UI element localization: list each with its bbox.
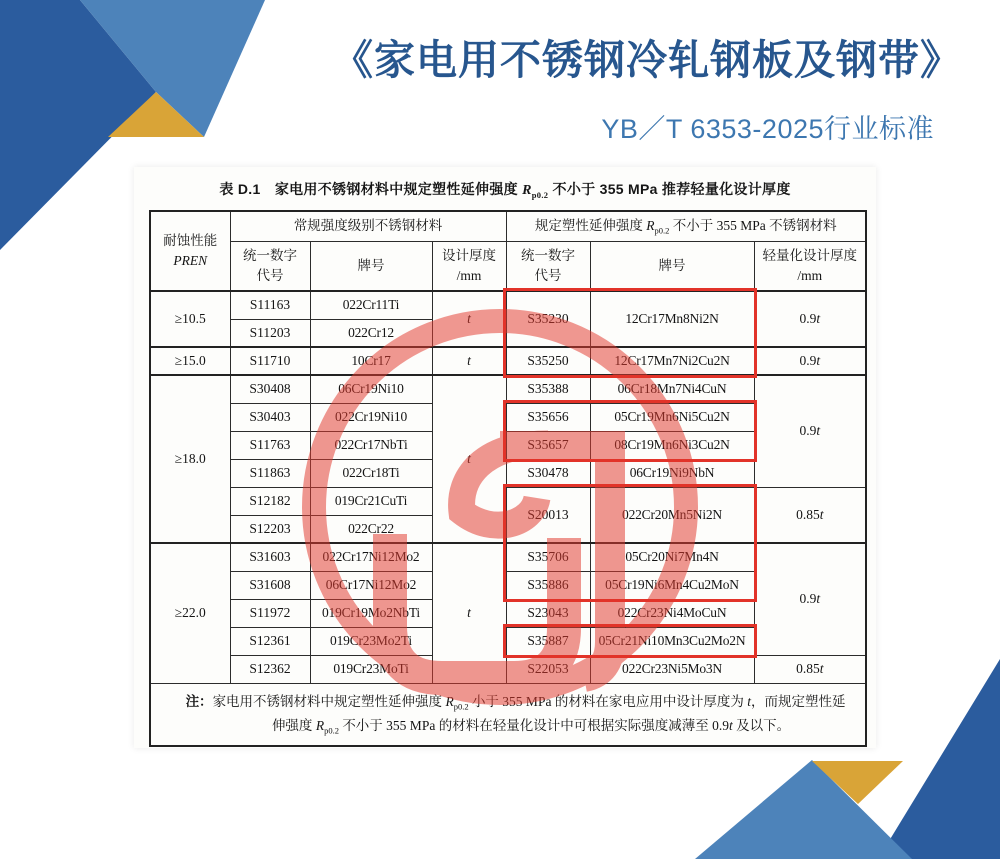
code-cell: S11163 xyxy=(230,291,310,319)
highlight-box-s20013-s35706-s35886 xyxy=(503,484,757,602)
grade-cell: 022Cr23Ni4MoCuN xyxy=(590,599,754,627)
design-thickness-cell: t xyxy=(432,375,506,543)
light-thickness-cell: 0.9t xyxy=(754,543,866,655)
pren-cell: ≥10.5 xyxy=(150,291,230,347)
grade-cell: 019Cr21CuTi xyxy=(310,487,432,515)
grade-cell: 022Cr23Ni5Mo3N xyxy=(590,655,754,683)
table-row xyxy=(150,375,866,403)
header-grade-right: 牌号 xyxy=(590,241,754,291)
code-cell: S30408 xyxy=(230,375,310,403)
header-code-line2: 代号 xyxy=(256,267,284,283)
header-pren-cn: 耐蚀性能 xyxy=(163,233,218,249)
code-cell: S12362 xyxy=(230,655,310,683)
grade-cell: 06Cr17Ni12Mo2 xyxy=(310,571,432,599)
grade-cell: 06Cr18Mn7Ni4CuN xyxy=(590,375,754,403)
highlight-box-s35230-s35250 xyxy=(503,288,757,378)
grade-cell: 12Cr17Mn8Ni2N xyxy=(590,291,754,347)
code-cell: S11763 xyxy=(230,431,310,459)
note-text: 不小于 355 MPa 的材料在轻量化设计中可根据实际强度减薄至 0.9 xyxy=(338,718,729,734)
highlight-box-s35887 xyxy=(503,624,757,658)
header-group-conventional: 常规强度级别不锈钢材料 xyxy=(230,211,506,241)
bottom-right-navy-triangle-icon xyxy=(878,659,1000,859)
grade-cell: 022Cr12 xyxy=(310,319,432,347)
grade-cell: 05Cr19Mn6Ni5Cu2N xyxy=(590,403,754,431)
table-row xyxy=(150,655,866,683)
grade-cell: 019Cr19Mo2NbTi xyxy=(310,599,432,627)
header-pren-en: PREN xyxy=(173,253,208,268)
code-cell: S11203 xyxy=(230,319,310,347)
header-design-thickness-line1: 设计厚度 xyxy=(442,248,496,264)
code-cell: S12182 xyxy=(230,487,310,515)
grade-cell: 05Cr19Ni6Mn4Cu2MoN xyxy=(590,571,754,599)
table-note xyxy=(150,683,866,746)
code-cell: S35230 xyxy=(506,291,590,347)
note-text: ，而规定塑性延伸强度 xyxy=(271,693,846,734)
pren-cell: ≥15.0 xyxy=(150,347,230,375)
rp02-symbol: $R_{p0.2}$ xyxy=(315,718,339,736)
grade-cell: 019Cr23Mo2Ti xyxy=(310,627,432,655)
header-light-thickness xyxy=(754,241,866,291)
header-code-right xyxy=(506,241,590,291)
code-cell: S35250 xyxy=(506,347,590,375)
grade-cell: 022Cr11Ti xyxy=(310,291,432,319)
code-cell: S35657 xyxy=(506,431,590,459)
header-code-line1: 统一数字 xyxy=(521,248,576,264)
code-cell: S20013 xyxy=(506,487,590,543)
rp02-symbol: $R_{p0.2}$ xyxy=(522,183,549,200)
thickness-symbol: t xyxy=(728,718,733,734)
header-code-line2: 代号 xyxy=(534,267,562,283)
light-thickness-cell: 0.9t xyxy=(754,375,866,487)
rp02-symbol: $R_{p0.2}$ xyxy=(445,693,469,712)
code-cell: S11972 xyxy=(230,599,310,627)
light-thickness-cell: 0.85t xyxy=(754,655,866,683)
code-cell: S11710 xyxy=(230,347,310,375)
header-group-right-text-1: 规定塑性延伸强度 xyxy=(534,217,647,233)
highlight-box-s35656-s35657 xyxy=(503,400,757,462)
grade-cell: 05Cr21Ni10Mn3Cu2Mo2N xyxy=(590,627,754,655)
header-light-thickness-line1: 轻量化设计厚度 xyxy=(762,248,858,264)
note-text: 及以下。 xyxy=(732,718,791,734)
page-subtitle: YB／T 6353-2025行业标准 xyxy=(601,114,934,145)
header-design-thickness xyxy=(432,241,506,291)
grade-cell: 06Cr19Ni10 xyxy=(310,375,432,403)
code-cell: S35656 xyxy=(506,403,590,431)
code-cell: S22053 xyxy=(506,655,590,683)
caption-text-2: 不小于 355 MPa 推荐轻量化设计厚度 xyxy=(548,181,791,197)
header-pren xyxy=(150,211,230,291)
grade-cell: 022Cr18Ti xyxy=(310,459,432,487)
grade-cell: 019Cr23MoTi xyxy=(310,655,432,683)
table-caption xyxy=(134,179,876,200)
code-cell: S30478 xyxy=(506,459,590,487)
code-cell: S12361 xyxy=(230,627,310,655)
grade-cell: 022Cr17Ni12Mo2 xyxy=(310,543,432,571)
page-title: 《家电用不锈钢冷轧钢板及钢带》 xyxy=(332,37,962,83)
design-thickness-cell: t xyxy=(432,291,506,347)
grade-cell: 06Cr19Ni9NbN xyxy=(590,459,754,487)
light-thickness-cell: 0.9t xyxy=(754,347,866,375)
header-code-line1: 统一数字 xyxy=(243,248,297,264)
code-cell: S35887 xyxy=(506,627,590,655)
design-thickness-cell: t xyxy=(432,543,506,683)
code-cell: S35886 xyxy=(506,571,590,599)
rp02-symbol: $R_{p0.2}$ xyxy=(646,217,670,236)
caption-text-1: 表 D.1 家电用不锈钢材料中规定塑性延伸强度 xyxy=(219,181,523,197)
header-group-right-text-2: 不小于 355 MPa 不锈钢材料 xyxy=(669,217,837,233)
pren-cell: ≥22.0 xyxy=(150,543,230,683)
header-design-thickness-line2: /mm xyxy=(456,267,482,283)
pren-cell: ≥18.0 xyxy=(150,375,230,543)
header-code-left xyxy=(230,241,310,291)
grade-cell: 022Cr17NbTi xyxy=(310,431,432,459)
code-cell: S23043 xyxy=(506,599,590,627)
code-cell: S35388 xyxy=(506,375,590,403)
code-cell: S30403 xyxy=(230,403,310,431)
grade-cell: 12Cr17Mn7Ni2Cu2N xyxy=(590,347,754,375)
code-cell: S12203 xyxy=(230,515,310,543)
code-cell: S11863 xyxy=(230,459,310,487)
grade-cell: 022Cr19Ni10 xyxy=(310,403,432,431)
header-grade-left: 牌号 xyxy=(310,241,432,291)
code-cell: S35706 xyxy=(506,543,590,571)
grade-cell: 08Cr19Mn6Ni3Cu2N xyxy=(590,431,754,459)
note-label: 注： xyxy=(185,693,213,709)
note-text: 家电用不锈钢材料中规定塑性延伸强度 xyxy=(212,693,446,709)
thickness-symbol: t xyxy=(747,693,751,709)
note-text: 小于 355 MPa 的材料在家电应用中设计厚度为 xyxy=(468,693,748,709)
code-cell: S31608 xyxy=(230,571,310,599)
header-light-thickness-line2: /mm xyxy=(797,267,823,283)
light-thickness-cell: 0.9t xyxy=(754,291,866,347)
headline xyxy=(332,38,962,146)
grade-cell: 10Cr17 xyxy=(310,347,432,375)
code-cell: S31603 xyxy=(230,543,310,571)
grade-cell: 05Cr20Ni7Mn4N xyxy=(590,543,754,571)
grade-cell: 022Cr22 xyxy=(310,515,432,543)
header-group-high-strength xyxy=(506,211,866,241)
grade-cell: 022Cr20Mn5Ni2N xyxy=(590,487,754,543)
light-thickness-cell: 0.85t xyxy=(754,487,866,543)
table-note-row xyxy=(150,683,866,746)
design-thickness-cell: t xyxy=(432,347,506,375)
